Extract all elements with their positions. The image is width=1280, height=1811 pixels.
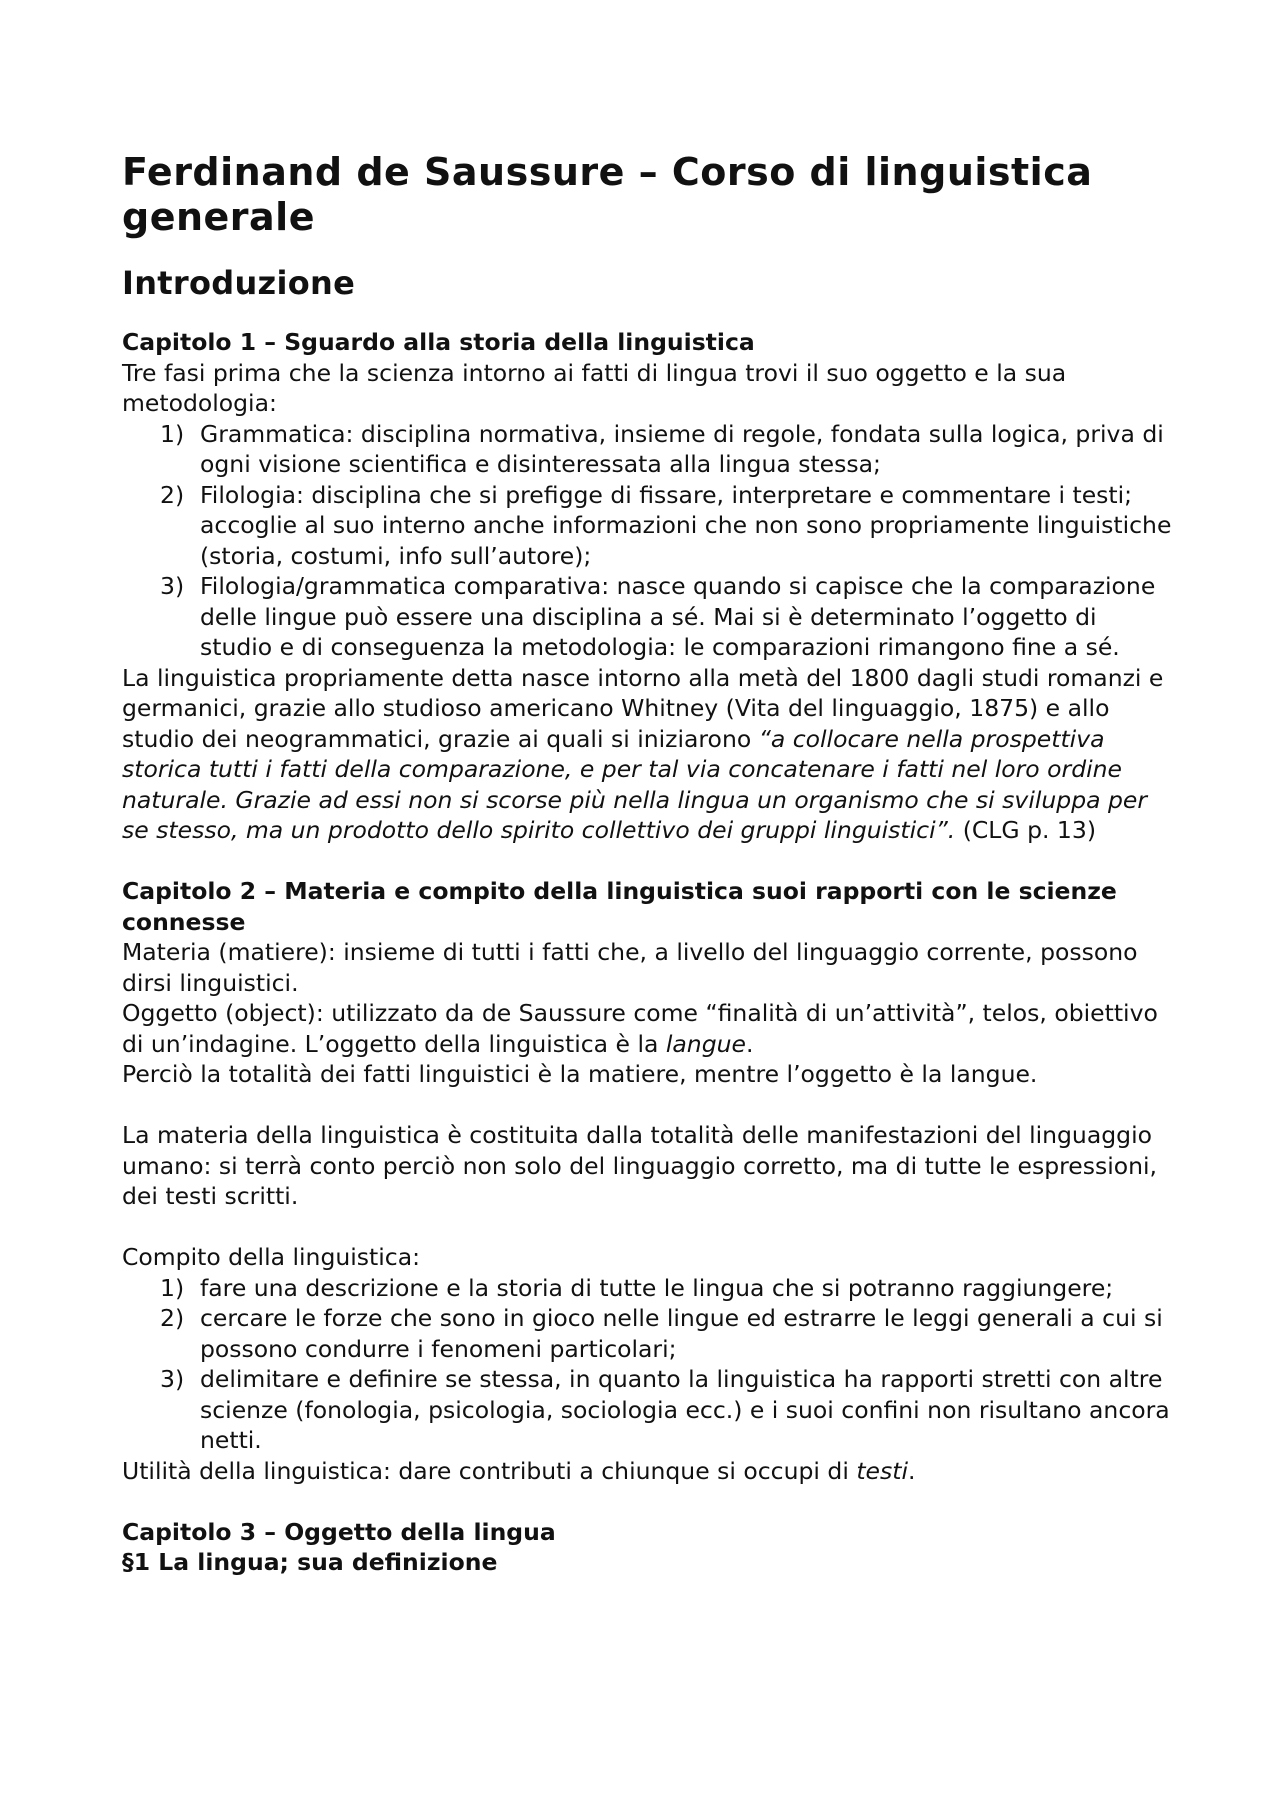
section-heading: Introduzione: [122, 264, 356, 302]
list-number: 1): [160, 419, 185, 448]
list-number: 2): [160, 480, 185, 509]
list-item: [122, 1273, 1172, 1304]
chapter-1-heading: Capitolo 1 – Sguardo alla storia della linguistica: [122, 328, 755, 356]
list-item: [122, 480, 1172, 572]
paragraph-text: .: [745, 1029, 754, 1058]
list-item: [122, 1303, 1172, 1364]
document-page: [122, 150, 1172, 1578]
list-text: fare una descrizione e la storia di tutte le lingua che si potranno raggiungere;: [200, 1273, 1114, 1302]
list-text: Filologia/grammatica comparativa: nasce quando si capisce che la comparazione delle lingue può essere una disciplina a sé. Mai si è determinato l’oggetto di studio e di conseguenza la metodologia: le comparazioni rimangono fine a sé.: [200, 572, 1156, 661]
list-item: [122, 571, 1172, 663]
compito-intro: Compito della linguistica:: [122, 1243, 421, 1271]
chapter-1-intro: Tre fasi prima che la scienza intorno ai fatti di lingua trovi il suo oggetto e la sua metodologia:: [122, 358, 1067, 417]
chapter-2-heading: Capitolo 2 – Materia e compito della linguistica suoi rapporti con le scienze connesse: [122, 877, 1117, 936]
quotation: “a collocare nella prospettiva storica tutti i fatti della comparazione, e per tal via concatenare i fatti nel loro ordine naturale. Grazie ad essi non si scorse più nella lingua un organismo che si sviluppa per se stesso, ma un prodotto dello spirito collettivo dei gruppi linguistici”.: [122, 724, 1148, 844]
list-number: 1): [160, 1273, 185, 1302]
utilita-paragraph: [122, 1456, 1172, 1487]
chapter-3-subheading: §1 La lingua; sua definizione: [122, 1548, 498, 1576]
list-text: cercare le forze che sono in gioco nelle lingue ed estrarre le leggi generali a cui si possono condurre i fenomeni particolari;: [200, 1304, 1163, 1363]
percio-paragraph: Perciò la totalità dei fatti linguistici è la matiere, mentre l’oggetto è la langue.: [122, 1060, 1038, 1088]
list-number: 3): [160, 572, 185, 600]
list-text: delimitare e definire se stessa, in quanto la linguistica ha rapporti stretti con altre scienze (fonologia, psicologia, sociologia ecc.) e i suoi confini non risultano ancora netti.: [200, 1365, 1170, 1454]
list-text: Filologia: disciplina che si prefigge di fissare, interpretare e commentare i testi; accoglie al suo interno anche informazioni che non sono propriamente linguistiche (storia, costumi, info sull’autore);: [200, 480, 1172, 570]
materia-definition: Materia (matiere): insieme di tutti i fatti che, a livello del linguaggio corrente, possono dirsi linguistici.: [122, 938, 1138, 997]
list-item: [122, 1364, 1172, 1456]
emphasis: testi: [856, 1456, 908, 1485]
chapter-1-list: [122, 419, 1172, 663]
emphasis: langue: [665, 1029, 746, 1058]
chapter-3-heading: Capitolo 3 – Oggetto della lingua: [122, 1517, 556, 1546]
chapter-1-paragraph: [122, 663, 1172, 846]
list-item: [122, 419, 1172, 480]
materia-paragraph: La materia della linguistica è costituita dalla totalità delle manifestazioni del linguaggio umano: si terrà conto perciò non solo del linguaggio corretto, ma di tutte le espressioni, dei testi scritti.: [122, 1121, 1157, 1210]
document-title: Ferdinand de Saussure – Corso di linguistica generale: [122, 150, 1093, 239]
paragraph-text: .: [908, 1456, 916, 1485]
oggetto-definition: [122, 998, 1172, 1059]
list-number: 3): [160, 1365, 185, 1393]
chapter-2-list: [122, 1273, 1172, 1456]
list-number: 2): [160, 1304, 185, 1332]
paragraph-text: Oggetto (object): utilizzato da de Saussure come “finalità di un’attività”, telos, obiettivo di un’indagine. L’oggetto della linguistica è la: [122, 999, 1158, 1058]
citation: (CLG p. 13): [955, 816, 1096, 844]
paragraph-text: Utilità della linguistica: dare contributi a chiunque si occupi di: [122, 1456, 857, 1485]
paragraph-text: La linguistica propriamente detta nasce intorno alla metà del 1800 dagli studi romanzi e germanici, grazie allo studioso americano Whitney (Vita del linguaggio, 1875) e allo studio dei neogrammatici, grazie ai quali si iniziarono: [122, 663, 1164, 753]
list-text: Grammatica: disciplina normativa, insieme di regole, fondata sulla logica, priva di ogni visione scientifica e disinteressata alla lingua stessa;: [200, 419, 1164, 478]
